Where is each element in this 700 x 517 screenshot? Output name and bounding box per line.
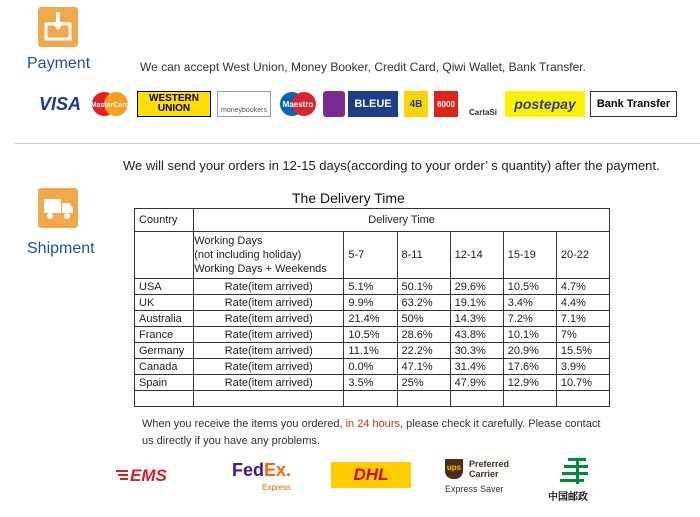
rate-cell: Rate(item arrived) xyxy=(194,295,344,311)
percent-cell: 3.9% xyxy=(556,359,609,375)
country-cell: Germany xyxy=(135,343,194,359)
percent-cell: 30.3% xyxy=(450,343,503,359)
maestro-logo xyxy=(277,91,319,117)
dhl-logo xyxy=(331,462,411,488)
country-cell: Canada xyxy=(135,359,194,375)
rate-cell: Rate(item arrived) xyxy=(194,375,344,391)
percent-cell: 7.1% xyxy=(556,311,609,327)
percent-cell: 29.6% xyxy=(450,279,503,295)
blank-cell xyxy=(503,391,556,407)
table-row xyxy=(135,343,610,359)
card-4b-logo: 4B xyxy=(404,91,428,117)
percent-cell: 0.0% xyxy=(344,359,397,375)
subheader-line: (not including holiday) xyxy=(194,249,302,261)
ems-logo xyxy=(116,462,182,486)
range-cell: 8-11 xyxy=(397,232,450,279)
cartasi-label: CartaSi xyxy=(468,108,497,117)
ups-line1: Preferred xyxy=(469,459,510,469)
moneybookers-logo: moneybookers xyxy=(217,91,271,117)
rate-cell: Rate(item arrived) xyxy=(194,343,344,359)
country-cell: Australia xyxy=(135,311,194,327)
table-row xyxy=(135,359,610,375)
percent-cell: 10.5% xyxy=(344,327,397,343)
percent-cell: 11.1% xyxy=(344,343,397,359)
percent-cell: 50.1% xyxy=(397,279,450,295)
card-6000-logo: 6000 xyxy=(434,91,458,117)
percent-cell: 3.4% xyxy=(503,295,556,311)
note-text: When you receive the items you ordered, xyxy=(142,418,346,430)
svg-text:Maestro: Maestro xyxy=(282,100,314,109)
section-divider xyxy=(14,143,700,144)
fedex-fed: Fed xyxy=(232,460,265,480)
blank-cell xyxy=(397,391,450,407)
percent-cell: 9.9% xyxy=(344,295,397,311)
header-country: Country xyxy=(135,209,194,232)
carrier-logos xyxy=(0,456,700,506)
percent-cell: 7.2% xyxy=(503,311,556,327)
blank-cell xyxy=(450,391,503,407)
ups-logo xyxy=(445,459,525,495)
payment-icon xyxy=(38,7,78,47)
delivery-table xyxy=(134,208,610,407)
subheader-line: Working Days + Weekends xyxy=(194,263,327,275)
percent-cell: 14.3% xyxy=(450,311,503,327)
percent-cell: 5.1% xyxy=(344,279,397,295)
percent-cell: 4.4% xyxy=(556,295,609,311)
shipment-title: Shipment xyxy=(27,240,95,257)
delivery-table-title: The Delivery Time xyxy=(292,190,405,206)
percent-cell: 3.5% xyxy=(344,375,397,391)
range-cell: 15-19 xyxy=(503,232,556,279)
send-notice: We will send your orders in 12-15 days(according to your order’ s quantity) after the payment. xyxy=(123,158,660,173)
subheader-line: Working Days xyxy=(194,235,263,247)
range-cell: 20-22 xyxy=(556,232,609,279)
fedex-ex: Ex. xyxy=(264,460,292,480)
percent-cell: 20.9% xyxy=(503,343,556,359)
subheader-blank xyxy=(135,232,194,279)
table-row xyxy=(135,295,610,311)
blank-cell xyxy=(344,391,397,407)
table-subheader-row xyxy=(135,232,610,279)
country-cell: Spain xyxy=(135,375,194,391)
table-row xyxy=(135,327,610,343)
ups-sub: Express Saver xyxy=(445,484,504,494)
percent-cell: 10.7% xyxy=(556,375,609,391)
percent-cell: 22.2% xyxy=(397,343,450,359)
receipt-note xyxy=(142,416,612,450)
svg-text:MasterCard: MasterCard xyxy=(90,102,130,109)
table-row xyxy=(135,375,610,391)
percent-cell: 28.6% xyxy=(397,327,450,343)
percent-cell: 47.9% xyxy=(450,375,503,391)
rate-cell: Rate(item arrived) xyxy=(194,327,344,343)
percent-cell: 12.9% xyxy=(503,375,556,391)
note-highlight: in 24 hours xyxy=(345,418,401,430)
range-cell: 12-14 xyxy=(450,232,503,279)
china-post-text: 中国邮政 xyxy=(548,492,588,503)
mastercard-logo xyxy=(89,91,131,117)
note-text: , please check it carefully. Please contact us directly if you have any problems. xyxy=(142,418,601,447)
truck-icon xyxy=(38,188,78,228)
percent-cell: 4.7% xyxy=(556,279,609,295)
western-union-logo: WESTERN UNION xyxy=(137,91,211,117)
percent-cell: 31.4% xyxy=(450,359,503,375)
header-delivery-time: Delivery Time xyxy=(194,209,610,232)
bleue-logo: BLEUE xyxy=(348,91,398,117)
blank-cell xyxy=(135,391,194,407)
card-gold-logo xyxy=(323,91,345,117)
country-cell: USA xyxy=(135,279,194,295)
range-cell: 5-7 xyxy=(344,232,397,279)
visa-logo: VISA xyxy=(38,93,81,114)
country-cell: France xyxy=(135,327,194,343)
percent-cell: 63.2% xyxy=(397,295,450,311)
percent-cell: 7% xyxy=(556,327,609,343)
china-post-logo xyxy=(548,456,604,504)
percent-cell: 19.1% xyxy=(450,295,503,311)
fedex-sub: Express xyxy=(262,483,291,492)
country-cell: UK xyxy=(135,295,194,311)
fedex-logo xyxy=(232,460,298,496)
percent-cell: 10.1% xyxy=(503,327,556,343)
subheader-working-days xyxy=(194,232,344,279)
rate-cell: Rate(item arrived) xyxy=(194,279,344,295)
dhl-text: DHL xyxy=(353,465,389,484)
table-row xyxy=(135,311,610,327)
blank-cell xyxy=(556,391,609,407)
cartasi-logo xyxy=(464,91,502,117)
ups-badge: ups xyxy=(445,459,463,479)
ups-line2: Carrier xyxy=(469,469,499,479)
percent-cell: 21.4% xyxy=(344,311,397,327)
rate-cell: Rate(item arrived) xyxy=(194,311,344,327)
table-header-row xyxy=(135,209,610,232)
table-blank-row xyxy=(135,391,610,407)
bank-transfer-logo: Bank Transfer xyxy=(590,91,677,117)
rate-cell: Rate(item arrived) xyxy=(194,359,344,375)
svg-text:EMS: EMS xyxy=(130,466,167,485)
percent-cell: 15.5% xyxy=(556,343,609,359)
percent-cell: 47.1% xyxy=(397,359,450,375)
percent-cell: 10.5% xyxy=(503,279,556,295)
postepay-logo: postepay xyxy=(505,91,585,117)
blank-cell xyxy=(194,391,344,407)
payment-title: Payment xyxy=(27,55,91,72)
percent-cell: 43.8% xyxy=(450,327,503,343)
payment-text: We can accept West Union, Money Booker, Credit Card, Qiwi Wallet, Bank Transfer. xyxy=(140,60,586,74)
percent-cell: 17.6% xyxy=(503,359,556,375)
percent-cell: 50% xyxy=(397,311,450,327)
percent-cell: 25% xyxy=(397,375,450,391)
table-row xyxy=(135,279,610,295)
